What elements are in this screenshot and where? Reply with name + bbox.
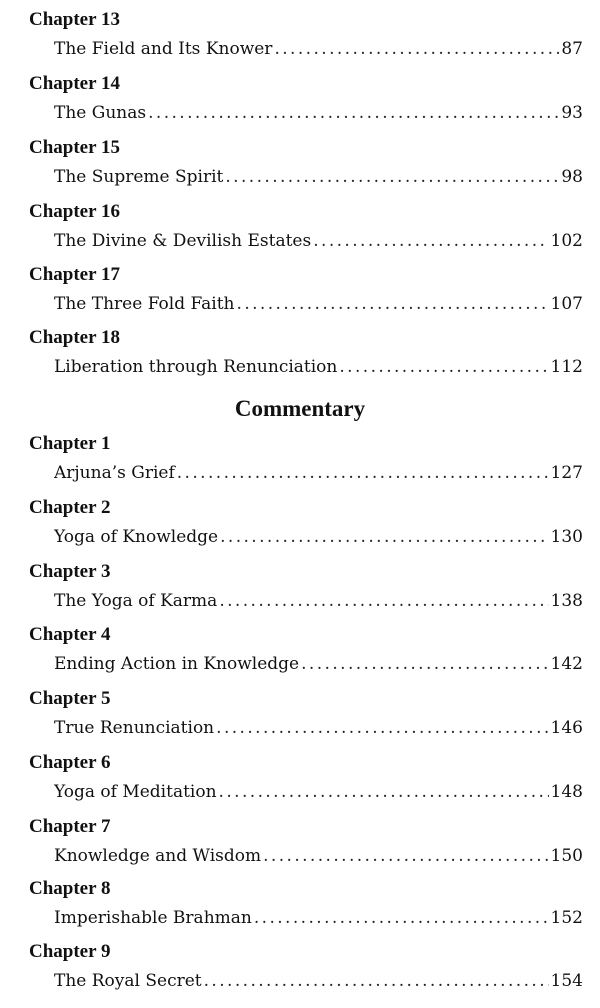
- page-number: 142: [550, 654, 583, 674]
- toc-item: [29, 137, 583, 188]
- dot-leader: [313, 230, 548, 252]
- chapter-heading: Chapter 15: [29, 137, 120, 158]
- toc-item: [29, 9, 583, 60]
- entry-title: The Divine & Devilish Estates: [54, 231, 312, 251]
- page-number: 93: [561, 103, 583, 123]
- toc-entry[interactable]: [54, 102, 583, 124]
- toc-item: [29, 941, 583, 992]
- chapter-heading: Chapter 5: [29, 688, 111, 709]
- toc-entry[interactable]: [54, 845, 583, 867]
- entry-title: Imperishable Brahman: [54, 908, 252, 928]
- dot-leader: [225, 166, 559, 188]
- entry-title: The Gunas: [54, 103, 147, 123]
- dot-leader: [148, 102, 559, 124]
- toc-item: [29, 688, 583, 739]
- toc-item: [29, 73, 583, 124]
- toc-item: [29, 878, 583, 929]
- dot-leader: [219, 590, 548, 612]
- entry-title: The Three Fold Faith: [54, 294, 235, 314]
- page-number: 138: [550, 591, 583, 611]
- chapter-heading: Chapter 14: [29, 73, 120, 94]
- toc-entry[interactable]: [54, 38, 583, 60]
- toc-item: [29, 264, 583, 315]
- section-title: Commentary: [234, 396, 366, 421]
- page-number: 127: [550, 463, 583, 483]
- chapter-heading: Chapter 9: [29, 941, 111, 962]
- toc-item: [29, 561, 583, 612]
- entry-title: Yoga of Knowledge: [54, 527, 219, 547]
- toc-item: [29, 327, 583, 378]
- toc-entry[interactable]: [54, 653, 583, 675]
- page-number: 130: [550, 527, 583, 547]
- toc-item: [29, 201, 583, 252]
- dot-leader: [301, 653, 548, 675]
- dot-leader: [220, 526, 548, 548]
- toc-item: [29, 433, 583, 484]
- toc-entry[interactable]: [54, 970, 583, 992]
- entry-title: The Yoga of Karma: [54, 591, 218, 611]
- toc-entry[interactable]: [54, 356, 583, 378]
- toc-item: [29, 497, 583, 548]
- page-number: 150: [550, 846, 583, 866]
- page-number: 152: [550, 908, 583, 928]
- chapter-heading: Chapter 4: [29, 624, 111, 645]
- chapter-heading: Chapter 18: [29, 327, 120, 348]
- page-number: 148: [550, 782, 583, 802]
- page-number: 102: [550, 231, 583, 251]
- toc-entry[interactable]: [54, 526, 583, 548]
- chapter-heading: Chapter 7: [29, 816, 111, 837]
- chapter-heading: Chapter 1: [29, 433, 111, 454]
- entry-title: True Renunciation: [54, 718, 215, 738]
- toc-item: [29, 816, 583, 867]
- dot-leader: [339, 356, 548, 378]
- toc-entry[interactable]: [54, 907, 583, 929]
- page-number: 107: [550, 294, 583, 314]
- entry-title: Yoga of Meditation: [54, 782, 217, 802]
- entry-title: Ending Action in Knowledge: [54, 654, 300, 674]
- page-number: 87: [561, 39, 583, 59]
- entry-title: The Supreme Spirit: [54, 167, 224, 187]
- toc-entry[interactable]: [54, 166, 583, 188]
- entry-title: Liberation through Renunciation: [54, 357, 338, 377]
- chapter-heading: Chapter 2: [29, 497, 111, 518]
- chapter-heading: Chapter 8: [29, 878, 111, 899]
- entry-title: The Field and Its Knower: [54, 39, 273, 59]
- dot-leader: [254, 907, 549, 929]
- page-number: 112: [550, 357, 583, 377]
- toc-entry[interactable]: [54, 462, 583, 484]
- toc-entry[interactable]: [54, 717, 583, 739]
- chapter-heading: Chapter 6: [29, 752, 111, 773]
- chapter-heading: Chapter 16: [29, 201, 120, 222]
- dot-leader: [263, 845, 548, 867]
- chapter-heading: Chapter 13: [29, 9, 120, 30]
- toc-entry[interactable]: [54, 230, 583, 252]
- entry-title: Knowledge and Wisdom: [54, 846, 262, 866]
- chapter-heading: Chapter 17: [29, 264, 120, 285]
- dot-leader: [219, 781, 549, 803]
- chapter-heading: Chapter 3: [29, 561, 111, 582]
- toc-entry[interactable]: [54, 293, 583, 315]
- dot-leader: [216, 717, 548, 739]
- toc-entry[interactable]: [54, 590, 583, 612]
- toc-entry[interactable]: [54, 781, 583, 803]
- page-number: 98: [561, 167, 583, 187]
- page-number: 154: [550, 971, 583, 991]
- dot-leader: [274, 38, 559, 60]
- toc-item: [29, 624, 583, 675]
- dot-leader: [177, 462, 549, 484]
- toc-item: [29, 752, 583, 803]
- page-number: 146: [550, 718, 583, 738]
- entry-title: Arjuna’s Grief: [54, 463, 175, 483]
- dot-leader: [237, 293, 549, 315]
- dot-leader: [204, 970, 549, 992]
- entry-title: The Royal Secret: [54, 971, 202, 991]
